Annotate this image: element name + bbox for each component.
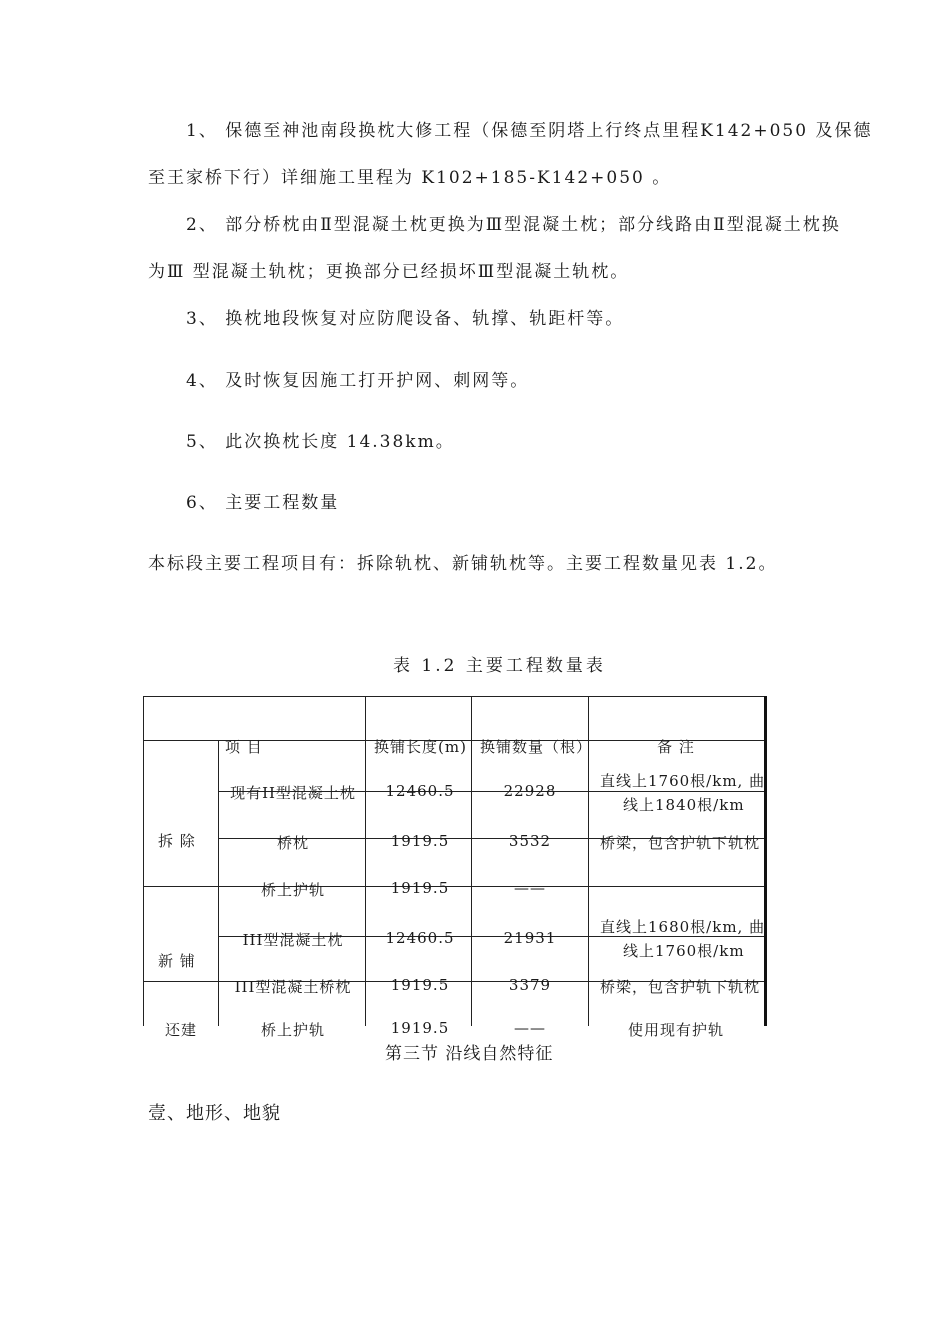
quantity-table	[143, 696, 767, 1039]
row-3-item: 桥上护轨	[260, 881, 326, 899]
row-6-note: 使用现有护轨	[627, 1021, 725, 1039]
table-col-divider	[218, 740, 219, 1026]
row-4-count: 21931	[503, 929, 557, 947]
row-1-count: 22928	[503, 782, 557, 800]
row-6-item: 桥上护轨	[260, 1021, 326, 1039]
row-2-length: 1919.5	[390, 832, 450, 850]
table-row-divider	[143, 886, 767, 887]
row-4-note-line-2: 线上1760根/km	[623, 942, 745, 960]
paragraph-3: 3、 换枕地段恢复对应防爬设备、轨撑、轨距杆等。	[186, 309, 625, 329]
row-4-item: III型混凝土枕	[242, 931, 344, 949]
section-title: 第三节 沿线自然特征	[385, 1044, 554, 1064]
row-2-count: 3532	[508, 832, 552, 850]
row-2-item: 桥枕	[276, 834, 310, 852]
row-4-note-line-1: 直线上1680根/km, 曲	[600, 918, 766, 936]
table-border-right	[764, 696, 767, 1026]
row-1-note-line-2: 线上1840根/km	[623, 796, 745, 814]
header-item: 项 目	[225, 738, 263, 756]
subheading: 壹、地形、地貌	[148, 1103, 281, 1124]
paragraph-1-line-1: 1、 保德至神池南段换枕大修工程（保德至阴塔上行终点里程K142+050 及保德	[186, 121, 873, 141]
group-rebuild: 还建	[165, 1021, 198, 1039]
paragraph-6: 6、 主要工程数量	[186, 493, 340, 513]
paragraph-4: 4、 及时恢复因施工打开护网、刺网等。	[186, 371, 530, 391]
row-5-count: 3379	[508, 976, 552, 994]
header-length: 换铺长度(m)	[374, 738, 467, 756]
table-border-left	[143, 696, 144, 1026]
row-5-note: 桥梁，包含护轨下轨枕	[600, 978, 761, 996]
row-1-item: 现有II型混凝土枕	[230, 784, 356, 802]
table-col-divider	[365, 696, 366, 1026]
row-5-length: 1919.5	[390, 976, 450, 994]
row-5-item: III型混凝土桥枕	[234, 978, 352, 996]
paragraph-2-line-2: 为Ⅲ 型混凝土轨枕；更换部分已经损坏Ⅲ型混凝土轨枕。	[148, 262, 630, 282]
paragraph-7: 本标段主要工程项目有：拆除轨枕、新铺轨枕等。主要工程数量见表 1.2。	[148, 554, 778, 574]
row-1-length: 12460.5	[385, 782, 455, 800]
header-note: 备 注	[657, 738, 695, 756]
table-border-top	[143, 696, 767, 697]
row-1-note-line-1: 直线上1760根/km, 曲	[600, 772, 766, 790]
table-caption: 表 1.2 主要工程数量表	[393, 656, 606, 676]
table-col-divider	[471, 696, 472, 1026]
group-remove: 拆 除	[158, 832, 196, 850]
row-3-length: 1919.5	[390, 879, 450, 897]
paragraph-5: 5、 此次换枕长度 14.38km。	[186, 432, 455, 452]
header-count: 换铺数量（根）	[480, 738, 593, 756]
row-4-length: 12460.5	[385, 929, 455, 947]
paragraph-2-line-1: 2、 部分桥枕由Ⅱ型混凝土枕更换为Ⅲ型混凝土枕；部分线路由Ⅱ型混凝土枕换	[186, 215, 841, 235]
row-2-note: 桥梁，包含护轨下轨枕	[600, 834, 761, 852]
row-3-count: ——	[514, 879, 546, 897]
row-6-count: ——	[514, 1019, 546, 1037]
paragraph-1-line-2: 至王家桥下行）详细施工里程为 K102+185-K142+050 。	[148, 168, 672, 188]
row-6-length: 1919.5	[390, 1019, 450, 1037]
group-new: 新 铺	[158, 952, 196, 970]
